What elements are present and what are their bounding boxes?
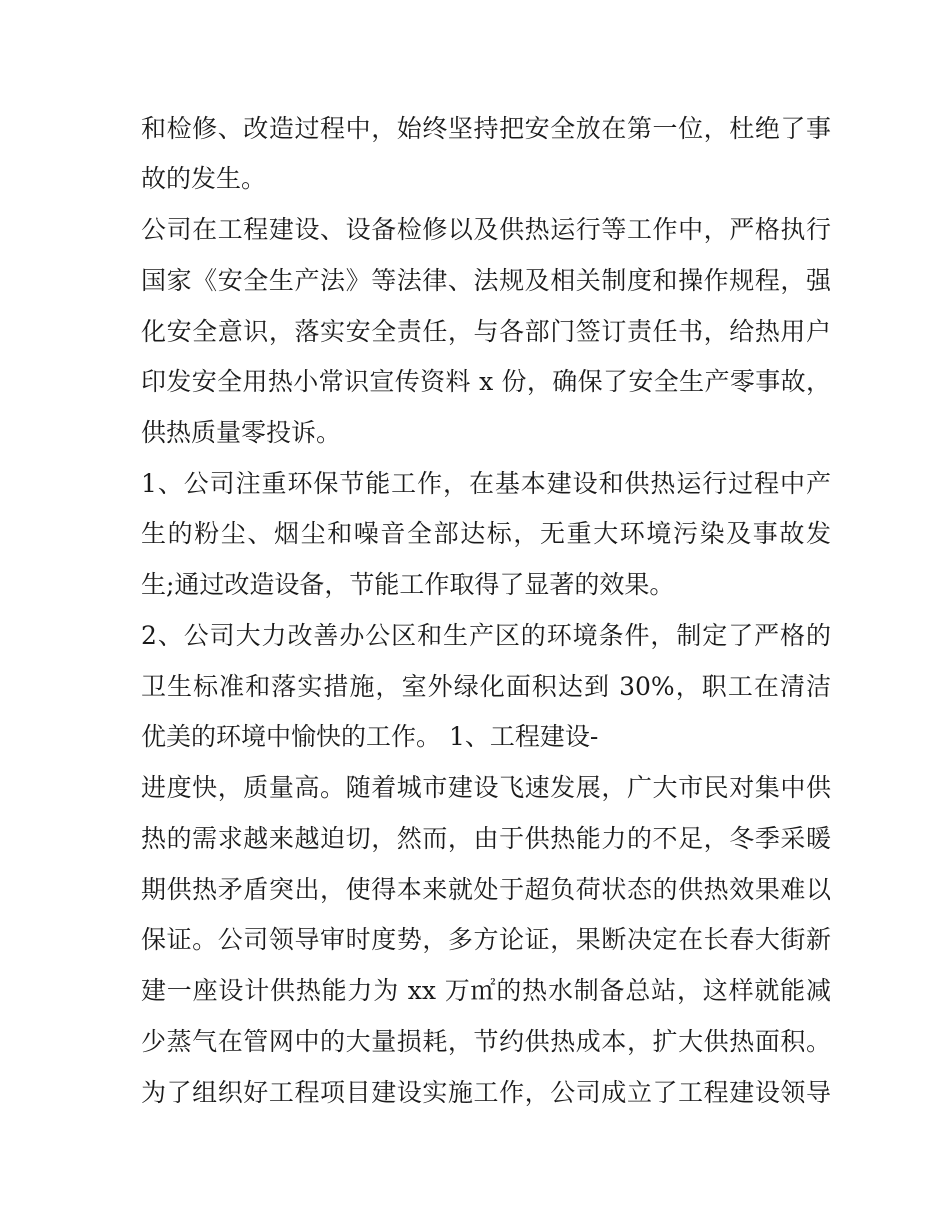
text-line: 1、公司注重环保节能工作，在基本建设和供热运行过程中产	[141, 469, 831, 498]
text-line: 少蒸气在管网中的大量损耗，节约供热成本，扩大供热面积。	[141, 1027, 831, 1056]
text-line: 故的发生。	[141, 164, 267, 193]
text-line: 为了组织好工程项目建设实施工作，公司成立了工程建设领导	[141, 1078, 831, 1107]
text-line: 优美的环境中愉快的工作。 1、工程建设-	[141, 722, 599, 751]
text-line: 供热质量零投诉。	[141, 418, 342, 447]
text-line: 进度快，质量高。随着城市建设飞速发展，广大市民对集中供	[141, 773, 831, 802]
text-line: 2、公司大力改善办公区和生产区的环境条件，制定了严格的	[141, 621, 831, 650]
text-line: 期供热矛盾突出，使得本来就处于超负荷状态的供热效果难以	[141, 875, 831, 904]
text-line: 生;通过改造设备，节能工作取得了显著的效果。	[141, 570, 675, 599]
text-line: 保证。公司领导审时度势，多方论证，果断决定在长春大街新	[141, 925, 831, 954]
text-line: 和检修、改造过程中，始终坚持把安全放在第一位，杜绝了事	[141, 114, 831, 143]
text-line: 国家《安全生产法》等法律、法规及相关制度和操作规程，强	[141, 266, 831, 295]
text-line: 建一座设计供热能力为 xx 万㎡的热水制备总站，这样就能减	[141, 976, 831, 1005]
text-line: 化安全意识，落实安全责任，与各部门签订责任书，给热用户	[141, 317, 831, 346]
text-line: 卫生标准和落实措施，室外绿化面积达到 30%，职工在清洁	[141, 672, 831, 701]
text-line: 热的需求越来越迫切，然而，由于供热能力的不足，冬季采暖	[141, 824, 831, 853]
text-line: 印发安全用热小常识宣传资料 x 份，确保了安全生产零事故，	[141, 367, 831, 396]
text-line: 生的粉尘、烟尘和噪音全部达标，无重大环境污染及事故发	[141, 519, 831, 548]
text-line: 公司在工程建设、设备检修以及供热运行等工作中，严格执行	[141, 215, 831, 244]
